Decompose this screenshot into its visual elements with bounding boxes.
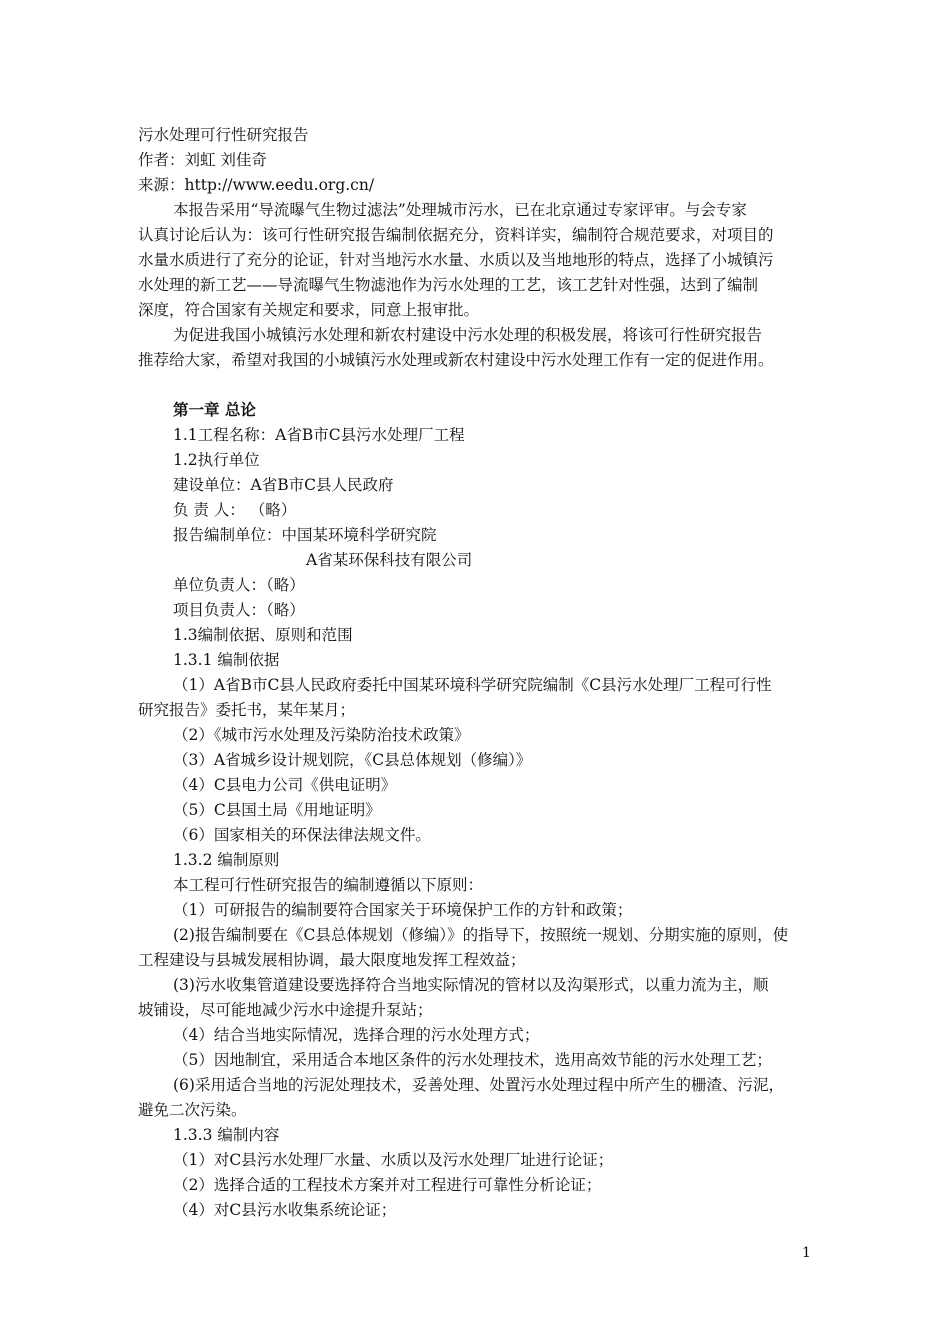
body-line: (2)报告编制要在《C县总体规划（修编）》的指导下，按照统一规划、分期实施的原则，使 — [173, 926, 789, 944]
body-line: (3)污水收集管道建设要选择符合当地实际情况的管材以及沟渠形式，以重力流为主，顺 — [173, 976, 769, 994]
intro-line: 水处理的新工艺——导流曝气生物滤池作为污水处理的工艺，该工艺针对性强，达到了编制 — [138, 276, 759, 294]
body-line: (6)采用适合当地的污泥处理技术，妥善处理、处置污水处理过程中所产生的栅渣、污泥， — [173, 1076, 784, 1094]
intro-line: 水量水质进行了充分的论证，针对当地污水水量、水质以及当地地形的特点，选择了小城镇污 — [138, 251, 774, 269]
body-line: A省某环保科技有限公司 — [306, 551, 473, 569]
body-line: （5）C县国土局《用地证明》 — [173, 801, 381, 819]
body-line: 报告编制单位：中国某环境科学研究院 — [173, 526, 437, 544]
body-line: （1）A省B市C县人民政府委托中国某环境科学研究院编制《C县污水处理厂工程可行性 — [173, 676, 772, 694]
intro-line: 本报告采用“导流曝气生物过滤法”处理城市污水，已在北京通过专家评审。与会专家 — [173, 201, 747, 219]
chapter-heading: 第一章 总论 — [173, 400, 256, 419]
body-line: （1）对C县污水处理厂水量、水质以及污水处理厂址进行论证； — [173, 1151, 614, 1169]
body-line: 1.1工程名称：A省B市C县污水处理厂工程 — [173, 426, 465, 444]
body-line: （4）结合当地实际情况，选择合理的污水处理方式； — [173, 1026, 540, 1044]
body-line: （4）C县电力公司《供电证明》 — [173, 776, 397, 794]
section-heading: 1.3编制依据、原则和范围 — [173, 626, 353, 644]
subsection-heading: 1.3.2 编制原则 — [173, 851, 280, 869]
body-line: （2）选择合适的工程技术方案并对工程进行可靠性分析论证； — [173, 1176, 602, 1194]
body-line: （2）《城市污水处理及污染防治技术政策》 — [173, 726, 470, 744]
subsection-heading: 1.3.3 编制内容 — [173, 1126, 280, 1144]
body-line: 本工程可行性研究报告的编制遵循以下原则： — [173, 876, 484, 894]
intro-line: 认真讨论后认为：该可行性研究报告编制依据充分，资料详实，编制符合规范要求，对项目的 — [138, 226, 774, 244]
author-line: 作者：刘虹 刘佳奇 — [138, 151, 267, 169]
source-line: 来源：http://www.eedu.org.cn/ — [138, 176, 375, 194]
body-line: 建设单位：A省B市C县人民政府 — [173, 476, 394, 494]
body-line: 单位负责人：（略） — [173, 576, 305, 594]
body-line: 工程建设与县城发展相协调，最大限度地发挥工程效益； — [138, 951, 526, 969]
body-line: 1.2执行单位 — [173, 451, 260, 469]
intro-line: 推荐给大家，希望对我国的小城镇污水处理或新农村建设中污水处理工作有一定的促进作用。 — [138, 351, 774, 369]
body-line: （1）可研报告的编制要符合国家关于环境保护工作的方针和政策； — [173, 901, 633, 919]
body-line: （5）因地制宜，采用适合本地区条件的污水处理技术，选用高效节能的污水处理工艺； — [173, 1051, 772, 1069]
body-line: 负 责 人： （略） — [173, 501, 297, 519]
body-line: （4）对C县污水收集系统论证； — [173, 1201, 397, 1219]
body-line: 坡铺设，尽可能地减少污水中途提升泵站； — [138, 1001, 433, 1019]
body-line: 避免二次污染。 — [138, 1101, 247, 1119]
body-line: （3）A省城乡设计规划院，《C县总体规划（修编）》 — [173, 751, 532, 769]
intro-line: 深度，符合国家有关规定和要求，同意上报审批。 — [138, 301, 480, 319]
body-line: 研究报告》委托书，某年某月； — [138, 701, 356, 719]
doc-title: 污水处理可行性研究报告 — [138, 126, 309, 144]
subsection-heading: 1.3.1 编制依据 — [173, 651, 280, 669]
body-line: 项目负责人：（略） — [173, 601, 305, 619]
intro-line: 为促进我国小城镇污水处理和新农村建设中污水处理的积极发展，将该可行性研究报告 — [173, 326, 763, 344]
page-number: 1 — [802, 1245, 811, 1261]
body-line: （6）国家相关的环保法律法规文件。 — [173, 826, 431, 844]
